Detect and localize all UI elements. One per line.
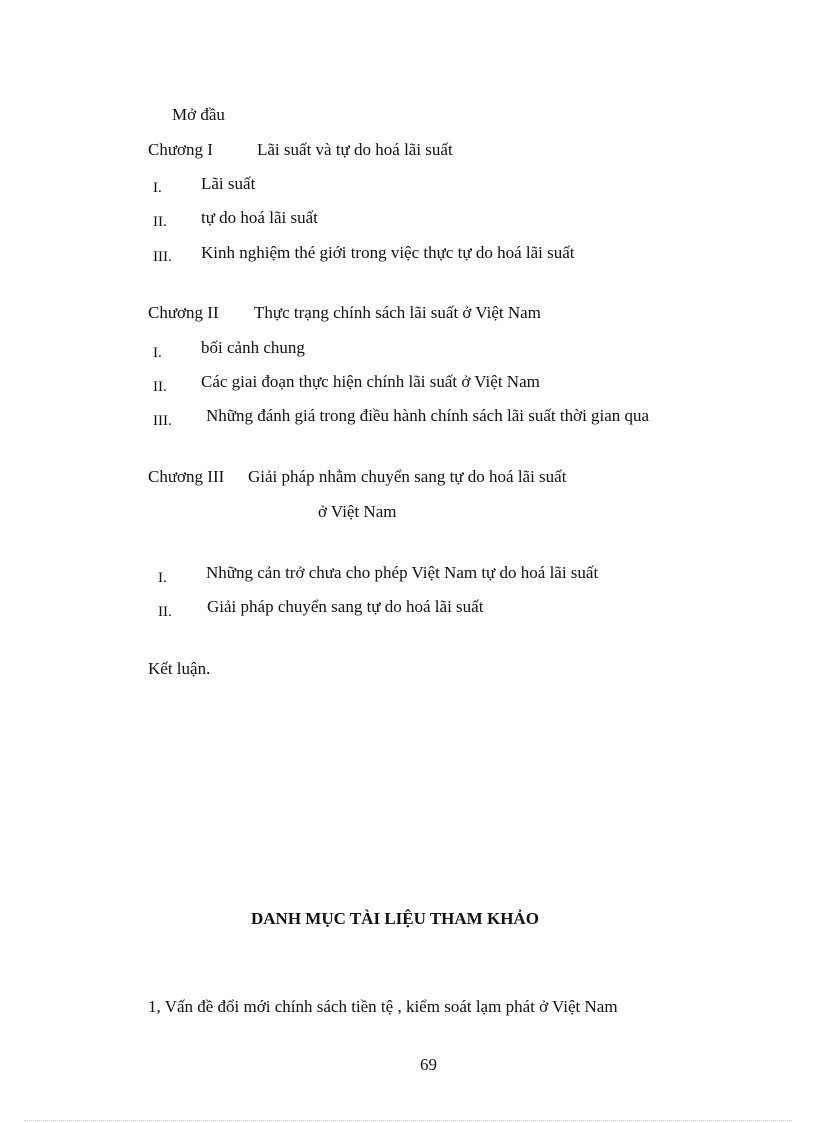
chapter2-label: Chương II — [148, 303, 219, 322]
chapter3-item1-num: I. — [158, 570, 167, 586]
chapter2-item3-num: III. — [153, 413, 172, 429]
chapter3-title-cont: ở Việt Nam — [318, 502, 397, 521]
chapter2-item2-num: II. — [153, 379, 167, 395]
chapter1-title: Lãi suất và tự do hoá lãi suất — [257, 140, 453, 159]
chapter1-item3-text: Kinh nghiệm thé giới trong việc thực tự do hoá lãi suất — [201, 243, 575, 262]
chapter1-item1-text: Lãi suất — [201, 174, 256, 193]
chapter3-title: Giải pháp nhằm chuyển sang tự do hoá lãi suất — [248, 467, 567, 486]
chapter3-item1-text: Những cản trở chưa cho phép Việt Nam tự do hoá lãi suất — [206, 563, 599, 582]
chapter1-item2-text: tự do hoá lãi suất — [201, 208, 318, 227]
chapter1-label: Chương I — [148, 140, 213, 159]
chapter1-item1-num: I. — [153, 180, 162, 196]
chapter3-label: Chương III — [148, 467, 225, 486]
toc-intro: Mở đầu — [172, 105, 225, 124]
chapter2-item1-text: bối cảnh chung — [201, 338, 305, 357]
toc-conclusion: Kết luận. — [148, 659, 211, 678]
chapter3-item2-num: II. — [158, 604, 172, 620]
reference-item-1: 1, Vấn đề đổi mới chính sách tiền tệ , kiểm soát lạm phát ở Việt Nam — [148, 997, 618, 1016]
chapter1-item2-num: II. — [153, 214, 167, 230]
chapter2-title: Thực trạng chính sách lãi suất ở Việt Nam — [254, 303, 541, 322]
page-bottom-divider — [24, 1120, 792, 1121]
references-heading: DANH MỤC TÀI LIỆU THAM KHẢO — [251, 909, 539, 928]
chapter2-item1-num: I. — [153, 345, 162, 361]
chapter1-item3-num: III. — [153, 249, 172, 265]
page-number: 69 — [420, 1055, 437, 1074]
chapter2-item2-text: Các giai đoạn thực hiện chính lãi suất ở Việt Nam — [201, 372, 540, 391]
chapter3-item2-text: Giải pháp chuyển sang tự do hoá lãi suất — [207, 597, 484, 616]
chapter2-item3-text: Những đánh giá trong điều hành chính sách lãi suất thời gian qua — [206, 406, 650, 425]
